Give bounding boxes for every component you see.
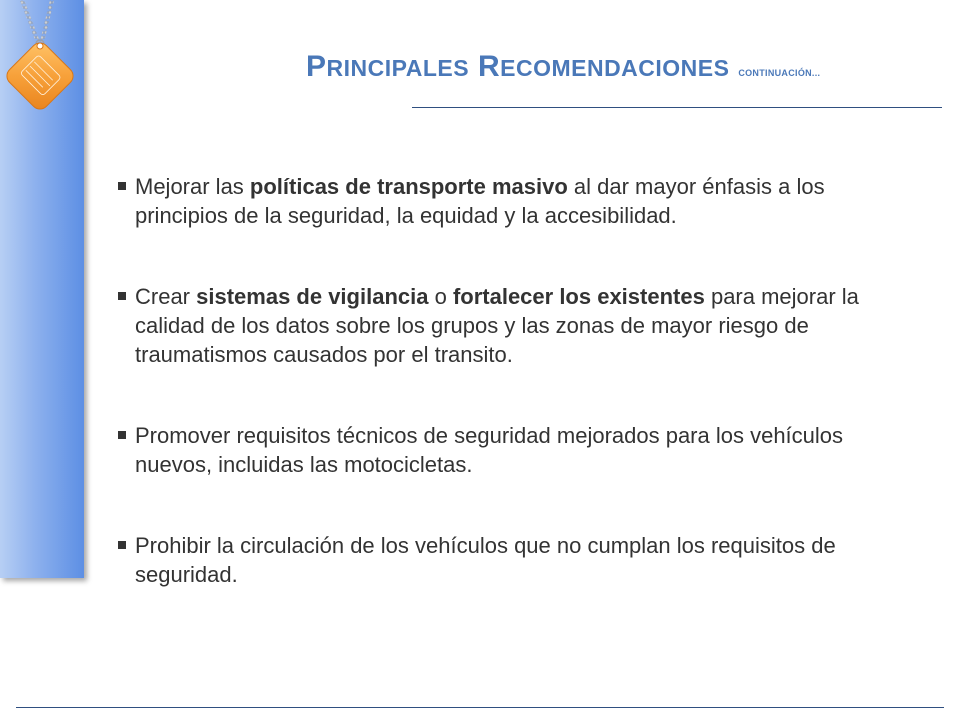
bullet-item-transporte <box>116 172 876 230</box>
bullet-item-requisitos <box>116 421 876 479</box>
bullet-text-3: Promover requisitos técnicos de seguridad mejorados para los vehículos nuevos, incluidas las motocicletas. <box>135 423 844 477</box>
bullet-item-vigilancia <box>116 282 876 369</box>
title-continuation: CONTINUACIÓN... <box>738 68 821 78</box>
square-bullet-icon <box>118 182 126 190</box>
bullet-2-part-3: o <box>428 284 453 309</box>
title-initial-1: P <box>306 50 327 83</box>
square-bullet-icon <box>118 292 126 300</box>
title-divider <box>412 107 942 108</box>
bullet-1-part-3: al dar mayor énfasis a los principios de la seguridad, la equidad y la accesibilidad. <box>135 174 825 228</box>
bullet-2-emphasis-1: sistemas de vigilancia <box>196 284 429 309</box>
bullet-2-part-1: Crear <box>135 284 197 309</box>
bullet-2-emphasis-2: fortalecer los existentes <box>452 284 705 309</box>
square-bullet-icon <box>118 541 126 549</box>
recommendation-list <box>116 172 876 589</box>
bullet-1-emphasis: políticas de transporte masivo <box>249 174 568 199</box>
title-word-1: RINCIPALES <box>326 55 470 81</box>
bullet-text-4: Prohibir la circulación de los vehículos que no cumplan los requisitos de seguridad. <box>135 533 836 587</box>
road-safety-tag-icon <box>0 0 80 140</box>
slide-title <box>306 50 820 84</box>
bullet-text-2 <box>135 284 859 367</box>
bullet-text-1 <box>135 174 825 228</box>
title-initial-2: R <box>477 50 501 83</box>
bullet-1-part-1: Mejorar las <box>135 174 250 199</box>
bullet-item-prohibir <box>116 531 876 589</box>
square-bullet-icon <box>118 431 126 439</box>
bullet-2-part-5: para mejorar la calidad de los datos sobre los grupos y las zonas de mayor riesgo de traumatismos causados por el transito. <box>135 284 859 367</box>
title-word-2: ECOMENDACIONES <box>500 55 730 81</box>
footer-divider <box>16 707 944 708</box>
